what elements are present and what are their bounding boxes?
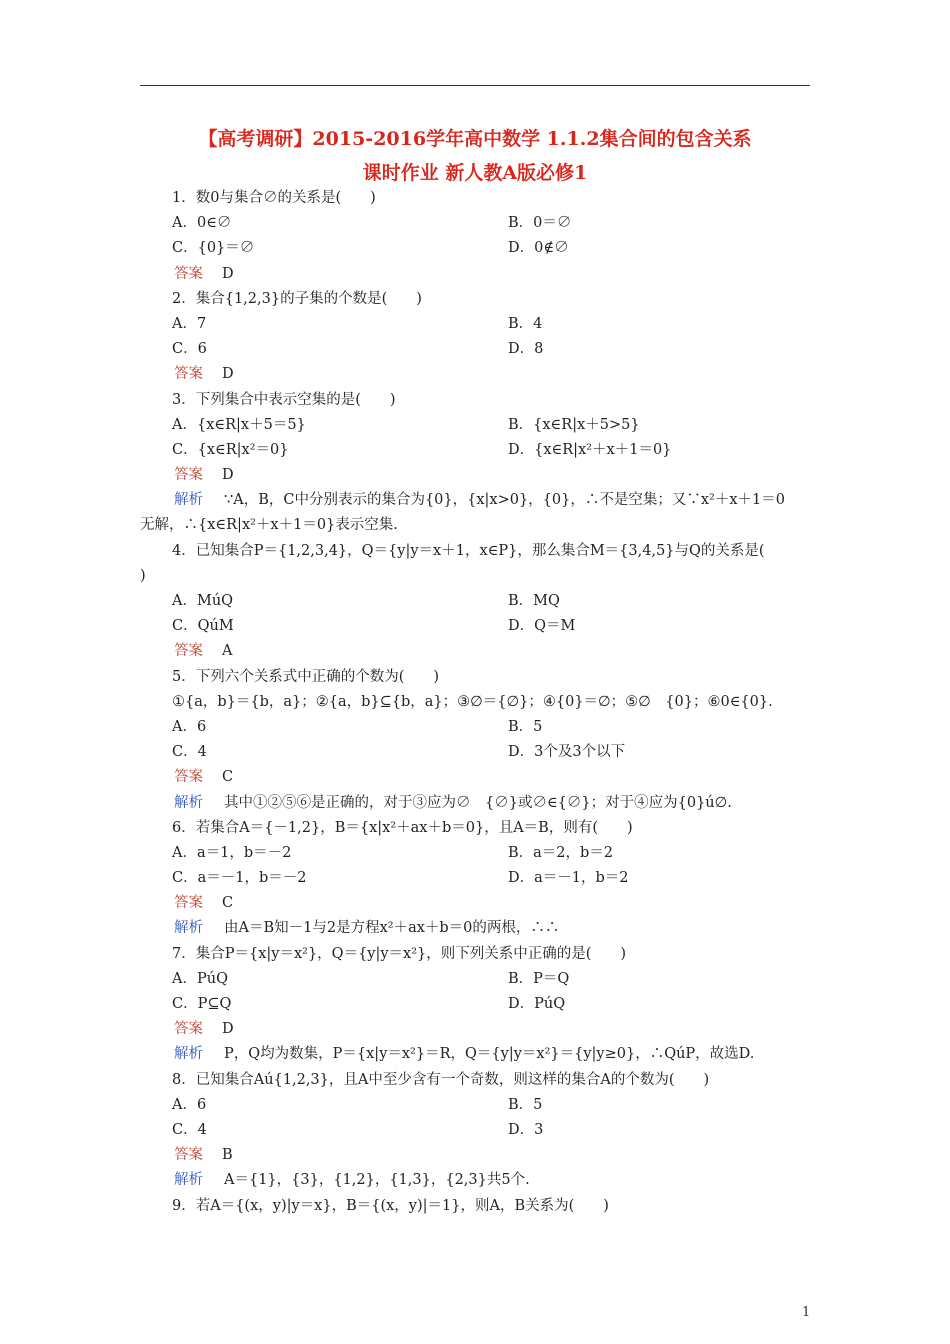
question-text: 7．集合P＝{x|y＝x²}，Q＝{y|y＝x²}，则下列关系中正确的是( ): [172, 945, 627, 962]
option-left: C．P⊆Q: [172, 996, 232, 1012]
explanation-label: 解析: [174, 492, 203, 509]
answer-value: A: [222, 643, 233, 660]
option-right: B．4: [508, 315, 543, 332]
option-left: C．{0}＝∅: [172, 240, 255, 257]
explanation-line: [0, 791, 950, 816]
answer-line: [0, 1143, 950, 1168]
explanation-line: [0, 488, 950, 513]
option-right: D．a＝－1，b＝2: [508, 870, 629, 887]
answer-label: 答案: [174, 643, 203, 660]
option-right: D．3: [508, 1121, 544, 1138]
document-body: [0, 186, 950, 1219]
continuation-line: [0, 513, 950, 538]
option-right: D．Q＝M: [508, 618, 576, 635]
option-right: D．0∉∅: [508, 240, 569, 257]
question-line: [0, 388, 950, 413]
explanation-label: 解析: [174, 1046, 203, 1063]
option-left: A．MúQ: [172, 593, 234, 609]
option-left: C．6: [172, 341, 207, 358]
options-line: [0, 967, 950, 992]
option-left: C．4: [172, 744, 207, 761]
question-text: 6．若集合A＝{－1,2}，B＝{x|x²＋ax＋b＝0}，且A＝B，则有( ): [172, 819, 633, 836]
option-left: C．{x∈R|x²＝0}: [172, 441, 289, 458]
options-line: [0, 866, 950, 891]
options-line: [0, 1118, 950, 1143]
option-left: A．6: [172, 718, 207, 735]
question-line: [0, 1068, 950, 1093]
question-line: [0, 942, 950, 967]
question-line: [0, 539, 950, 564]
question-text: 3．下列集合中表示空集的是( ): [172, 391, 396, 408]
answer-line: [0, 463, 950, 488]
options-line: [0, 614, 950, 639]
answer-line: [0, 1017, 950, 1042]
option-right: B．0＝∅: [508, 215, 572, 232]
option-left: C．4: [172, 1121, 207, 1138]
options-line: [0, 413, 950, 438]
answer-value: C: [222, 769, 234, 786]
question-text: 9．若A＝{(x，y)|y＝x}，B＝{(x，y)|＝1}，则A，B关系为( ): [172, 1197, 609, 1214]
document-title-line1: 【高考调研】2015-2016学年高中数学 1.1.2集合间的包含关系: [198, 128, 752, 150]
explanation-text: P，Q均为数集，P＝{x|y＝x²}＝R，Q＝{y|y＝x²}＝{y|y≥0}，∴QúP，故选D.: [224, 1046, 755, 1063]
question-text: 4．已知集合P＝{1,2,3,4}，Q＝{y|y＝x＋1，x∈P}，那么集合M＝{3,4,5}与Q的关系是(: [172, 542, 765, 559]
answer-label: 答案: [174, 895, 203, 912]
options-line: [0, 211, 950, 236]
option-left: A．0∈∅: [172, 215, 232, 232]
options-line: [0, 438, 950, 463]
option-left: A．6: [172, 1096, 207, 1113]
options-line: [0, 337, 950, 362]
option-left: A．PúQ: [172, 970, 228, 987]
option-left: A．{x∈R|x＋5＝5}: [172, 416, 306, 433]
option-right: B．5: [508, 1096, 543, 1113]
answer-line: [0, 362, 950, 387]
answer-label: 答案: [174, 1147, 203, 1164]
options-line: [0, 1093, 950, 1118]
explanation-text: ∵A，B，C中分别表示的集合为{0}，{x|x>0}，{0}，∴不是空集；又∵x²＋x＋1＝0: [224, 492, 785, 509]
option-right: B．{x∈R|x＋5>5}: [508, 416, 640, 433]
option-right: B．P＝Q: [508, 970, 570, 987]
question-line: [0, 816, 950, 841]
answer-line: [0, 765, 950, 790]
answer-line: [0, 639, 950, 664]
answer-label: 答案: [174, 467, 203, 484]
option-left: A．a＝1，b＝－2: [172, 844, 292, 861]
question-text: 8．已知集合Aú{1,2,3}，且A中至少含有一个奇数，则这样的集合A的个数为( ): [172, 1071, 710, 1088]
option-right: B．5: [508, 718, 543, 735]
page-number: 1: [802, 1305, 811, 1320]
explanation-line: [0, 916, 950, 941]
explanation-label: 解析: [174, 1172, 203, 1189]
explanation-text: 其中①②⑤⑥是正确的，对于③应为∅ {∅}或∅∈{∅}；对于④应为{0}ú∅.: [224, 794, 732, 811]
answer-line: [0, 262, 950, 287]
answer-value: C: [222, 895, 234, 912]
option-right: D．8: [508, 341, 544, 358]
question-line: [0, 186, 950, 211]
answer-line: [0, 891, 950, 916]
option-right: B．a＝2，b＝2: [508, 844, 614, 861]
option-left: C．a＝－1，b＝－2: [172, 870, 307, 887]
answer-label: 答案: [174, 1021, 203, 1038]
answer-label: 答案: [174, 769, 203, 786]
question-text: 2．集合{1,2,3}的子集的个数是( ): [172, 290, 422, 307]
option-right: D．PúQ: [508, 996, 566, 1012]
answer-label: 答案: [174, 265, 203, 282]
question-text: ①{a，b}＝{b，a}；②{a，b}⊆{b，a}；③∅＝{∅}；④{0}＝∅；⑤∅ {0}；⑥0∈{0}.: [172, 693, 773, 710]
continuation-text: 无解，∴{x∈R|x²＋x＋1＝0}表示空集.: [140, 517, 398, 534]
explanation-label: 解析: [174, 794, 203, 811]
continuation-line: [0, 564, 950, 589]
answer-value: D: [222, 1021, 234, 1038]
options-line: [0, 312, 950, 337]
options-line: [0, 589, 950, 614]
answer-value: B: [222, 1147, 233, 1164]
options-line: [0, 841, 950, 866]
option-left: A．7: [172, 315, 207, 332]
answer-value: D: [222, 265, 234, 282]
answer-value: D: [222, 366, 234, 383]
question-line: [0, 690, 950, 715]
explanation-text: A＝{1}，{3}，{1,2}，{1,3}，{2,3}共5个.: [224, 1172, 530, 1189]
question-line: [0, 665, 950, 690]
options-line: [0, 992, 950, 1017]
options-line: [0, 740, 950, 765]
explanation-label: 解析: [174, 920, 203, 937]
options-line: [0, 715, 950, 740]
document-title-line2: 课时作业 新人教A版必修1: [362, 162, 588, 184]
question-line: [0, 1194, 950, 1219]
option-right: D．3个及3个以下: [508, 744, 626, 761]
option-right: D．{x∈R|x²＋x＋1＝0}: [508, 441, 672, 458]
answer-value: D: [222, 467, 234, 484]
continuation-text: ): [140, 567, 146, 584]
question-line: [0, 287, 950, 312]
question-text: 1．数0与集合∅的关系是( ): [172, 190, 376, 206]
question-text: 5．下列六个关系式中正确的个数为( ): [172, 668, 440, 685]
explanation-line: [0, 1042, 950, 1067]
header-rule: [140, 85, 810, 86]
explanation-text: 由A＝B知－1与2是方程x²＋ax＋b＝0的两根，∴∴: [224, 920, 560, 937]
explanation-line: [0, 1168, 950, 1193]
option-left: C．QúM: [172, 618, 234, 635]
options-line: [0, 236, 950, 261]
answer-label: 答案: [174, 366, 203, 383]
option-right: B．MQ: [508, 593, 560, 609]
